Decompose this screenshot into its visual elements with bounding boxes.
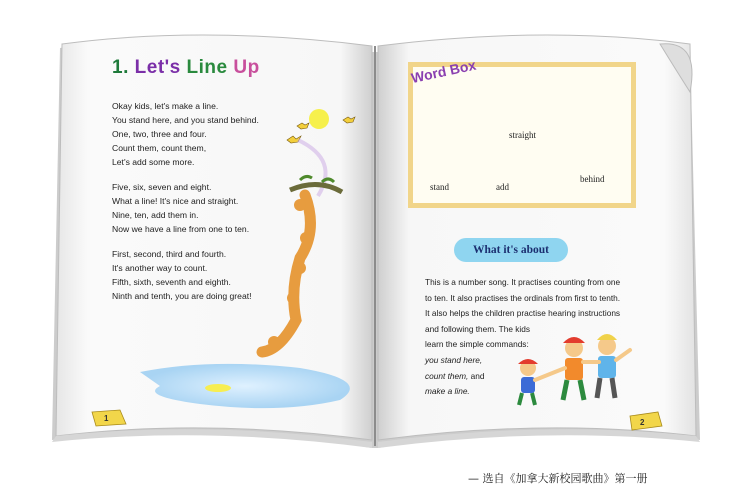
sun-icon (309, 109, 329, 129)
lyric-line: Now we have a line from one to ten. (112, 224, 250, 234)
command-make-a-line: make a line. (425, 386, 470, 397)
lyric-line: First, second, third and fourth. (112, 249, 227, 259)
source-caption: — 选自《加拿大新校园歌曲》第一册 (468, 472, 648, 485)
stanza-2 (112, 180, 259, 236)
about-text (425, 275, 665, 400)
about-line: This is a number song. It practises counting from one (425, 277, 621, 287)
page-number-left: 1 (104, 414, 109, 423)
title-word-line: Line (186, 57, 228, 78)
command-count-them: count them, (425, 370, 469, 381)
about-line: learn the simple commands: (425, 339, 529, 350)
lyric-line: Let's add some more. (112, 157, 195, 167)
lyric-line: Five, six, seven and eight. (112, 182, 212, 192)
lyric-line: What a line! It's nice and straight. (112, 196, 239, 206)
song-lyrics (112, 99, 259, 314)
command-conjunction: and (470, 370, 485, 381)
title-word-lets: Let's (134, 57, 181, 78)
word-add: add (496, 182, 509, 192)
stanza-3 (112, 247, 259, 303)
about-line: to ten. It also practises the ordinals from first to tenth. (425, 292, 621, 303)
page-number-right: 2 (640, 418, 645, 427)
lyric-line: One, two, three and four. (112, 129, 207, 139)
lyric-line: Nine, ten, add them in. (112, 210, 199, 220)
lyric-line: You stand here, and you stand behind. (112, 115, 259, 125)
lyric-line: Okay kids, let's make a line. (112, 101, 219, 111)
lyric-line: Fifth, sixth, seventh and eighth. (112, 277, 231, 287)
command-stand-here: you stand here, (425, 354, 483, 365)
word-behind: behind (580, 174, 605, 184)
command-count-them-line (425, 369, 665, 385)
lyric-line: Ninth and tenth, you are doing great! (112, 291, 252, 301)
title-word-up: Up (233, 57, 260, 78)
word-stand: stand (430, 182, 449, 192)
word-box-title: Word Box (409, 56, 478, 86)
about-line: It also helps the children practise hearing instructions (425, 308, 621, 319)
song-number: 1. (112, 57, 129, 78)
lyric-line: Count them, count them, (112, 143, 207, 153)
lyric-line: It's another way to count. (112, 263, 208, 273)
song-title (112, 57, 260, 79)
about-heading: What it's about (454, 238, 568, 262)
about-line: and following them. The kids (425, 323, 530, 334)
word-straight: straight (509, 130, 536, 140)
stanza-1 (112, 99, 259, 169)
